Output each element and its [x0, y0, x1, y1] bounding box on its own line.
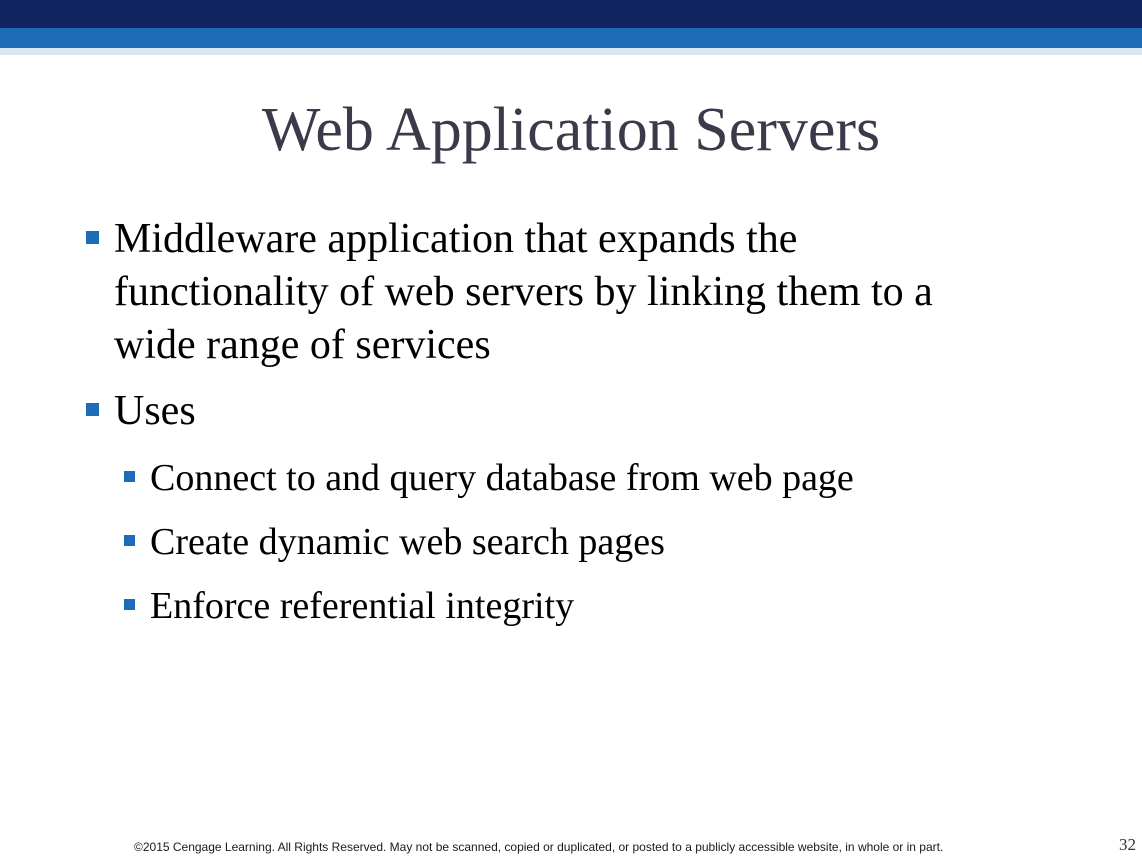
bullet-item: [114, 213, 1014, 372]
header-band-light: [0, 48, 1142, 55]
square-bullet-icon: [86, 403, 99, 416]
sub-bullet-item: [150, 454, 1030, 502]
bullet-text: Enforce referential integrity: [150, 585, 575, 627]
bullet-text: Connect to and query database from web page: [150, 457, 854, 499]
square-bullet-icon: [124, 599, 135, 610]
bullet-text: Middleware application that expands the functionality of web servers by linking them to a wide range of services: [114, 216, 933, 368]
slide-title: Web Application Servers: [261, 96, 881, 164]
copyright-footer: ©2015 Cengage Learning. All Rights Reserved. May not be scanned, copied or duplicated, or posted to a publicly accessible website, in whole or in part.: [134, 840, 944, 854]
bullet-text: Create dynamic web search pages: [150, 521, 665, 563]
header-band-blue: [0, 28, 1142, 48]
sub-bullet-item: [150, 518, 1030, 566]
sub-bullet-item: [150, 582, 1030, 630]
square-bullet-icon: [124, 535, 135, 546]
page-number: 32: [1119, 835, 1136, 854]
bullet-text: Uses: [114, 388, 196, 434]
square-bullet-icon: [86, 231, 99, 244]
square-bullet-icon: [124, 471, 135, 482]
bullet-item: [114, 385, 1014, 438]
header-band-dark: [0, 0, 1142, 28]
